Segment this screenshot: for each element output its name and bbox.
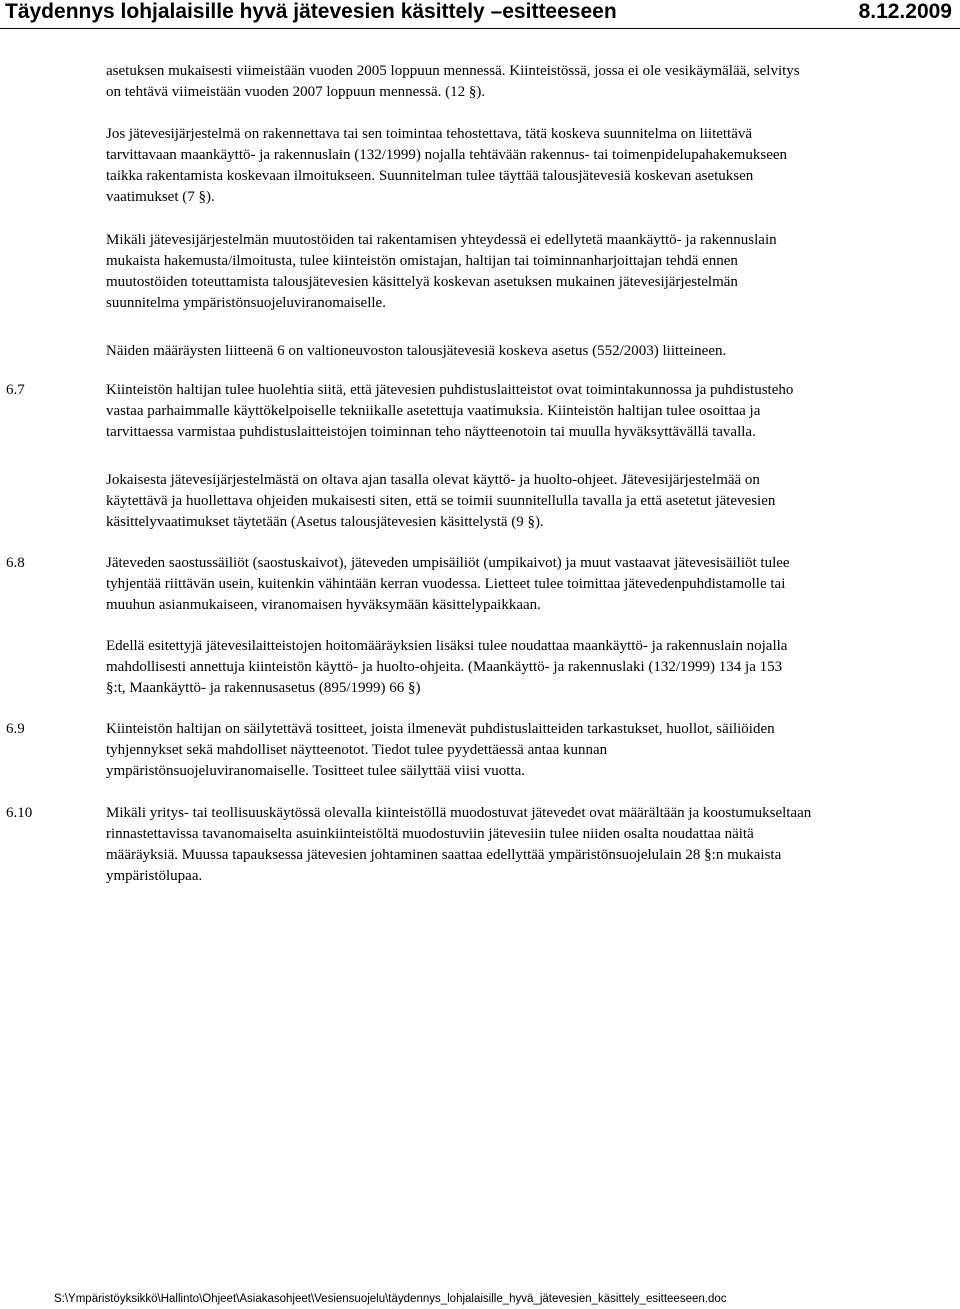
document-title: Täydennys lohjalaisille hyvä jätevesien käsittely –esitteeseen <box>5 0 617 23</box>
section-6-7-text: Kiinteistön haltijan tulee huolehtia siitä, että jätevesien puhdistuslaitteistot ovat toimintakunnossa ja puhdistusteho vastaa parhaimmalle käyttökelpoiselle tekniikalle asetettuja vaatimuksia. Kiinteistön haltijan tulee osoittaa ja tarvittaessa varmistaa puhdistuslaitteistojen toiminnan teho näytteenotoin tai muulla hyväksyttävällä tavalla. <box>106 382 794 440</box>
paragraph-plan-requirement: Jos jätevesijärjestelmä on rakennettava tai sen toimintaa tehostettava, tätä koskeva suunnitelma on liitettävä tarvittavaan maankäyttö- ja rakennuslain (132/1999) nojalla tehtävään rakennus- tai toimenpidelupahakemukseen taikka rakentamista koskevaan ilmoitukseen. Suunnitelman tulee täyttää talousjätevesiä koskevan asetuksen vaatimukset (7 §). <box>106 126 788 205</box>
section-6-8-maintenance: Edellä esitettyjä jätevesilaitteistojen hoitomääräyksien lisäksi tulee noudattaa maankäyttö- ja rakennuslain nojalla mahdollisesti annettuja kiinteistön käyttö- ja huolto-ohjeita. (Maankäyttö- ja rakennuslaki (132/1999) 134 ja 153 §:t, Maankäyttö- ja rakennusasetus (895/1999) 66 §) <box>106 638 788 696</box>
section-6-7-instructions: Jokaisesta jätevesijärjestelmästä on oltava ajan tasalla olevat käyttö- ja huolto-ohjeet. Jätevesijärjestelmää on käytettävä ja huollettava ohjeiden mukaisesti siten, että se toimii suunnitellulla tavalla ja että asetetut jätevesien käsittelyvaatimukset täytetään (Asetus talousjätevesien käsittelystä (9 §). <box>106 472 776 530</box>
section-6-8-text: Jäteveden saostussäiliöt (saostuskaivot), jäteveden umpisäiliöt (umpikaivot) ja muut vastaavat jätevesisäiliöt tulee tyhjentää riittävän usein, kuitenkin vähintään kerran vuodessa. Lietteet tulee toimittaa jätevedenpuhdistamolle tai muuhun asianmukaiseen, viranomaisen hyväksymään käsittelypaikkaan. <box>106 555 790 613</box>
section-6-9-text: Kiinteistön haltijan on säilytettävä tositteet, joista ilmenevät puhdistuslaitteiden tarkastukset, huollot, säiliöiden tyhjennykset sekä mahdolliset näytteenotot. Tiedot tulee pyydettäessä antaa kunnan ympäristönsuojeluviranomaiselle. Tositteet tulee säilyttää viisi vuotta. <box>106 721 775 779</box>
paragraph-appendix-note: Näiden määräysten liitteenä 6 on valtioneuvoston talousjätevesiä koskeva asetus (552/2003) liitteineen. <box>106 343 727 359</box>
paragraph-permit-exception: Mikäli jätevesijärjestelmän muutostöiden tai rakentamisen yhteydessä ei edellytetä maankäyttö- ja rakennuslain mukaista hakemusta/ilmoitusta, tulee kiinteistön omistajan, haltijan tai toiminnanharjoittajan tehdä ennen muutostöiden toteuttamista talousjätevesien käsittelyä koskevan asetuksen mukainen jätevesijärjestelmän suunnitelma ympäristönsuojeluviranomaiselle. <box>106 232 777 311</box>
section-6-10-text: Mikäli yritys- tai teollisuuskäytössä olevalla kiinteistöllä muodostuvat jätevedet ovat määrältään ja koostumukseltaan rinnastettavissa tavanomaiselta asuinkiinteistöltä muodostuviin jätevesiin tulee niiden osalta noudattaa näitä määräyksiä. Muussa tapauksessa jätevesien johtaminen saattaa edellyttää ympäristönsuojelulain 28 §:n mukaista ympäristölupaa. <box>106 805 812 884</box>
section-number-6-10: 6.10 <box>6 805 33 821</box>
paragraph-intro-continuation: asetuksen mukaisesti viimeistään vuoden 2005 loppuun mennessä. Kiinteistössä, jossa ei ole vesikäymälää, selvitys on tehtävä viimeistään vuoden 2007 loppuun mennessä. (12 §). <box>106 63 800 100</box>
page-header <box>0 0 960 30</box>
section-number-6-8: 6.8 <box>6 555 25 571</box>
footer-file-path: S:\Ympäristöyksikkö\Hallinto\Ohjeet\Asiakasohjeet\Vesiensuojelu\täydennys_lohjalaisille_hyvä_jätevesien_käsittely_esitteeseen.doc <box>54 1293 727 1305</box>
header-divider <box>0 28 960 29</box>
section-number-6-7: 6.7 <box>6 382 25 398</box>
section-number-6-9: 6.9 <box>6 721 25 737</box>
document-date: 8.12.2009 <box>858 0 952 23</box>
